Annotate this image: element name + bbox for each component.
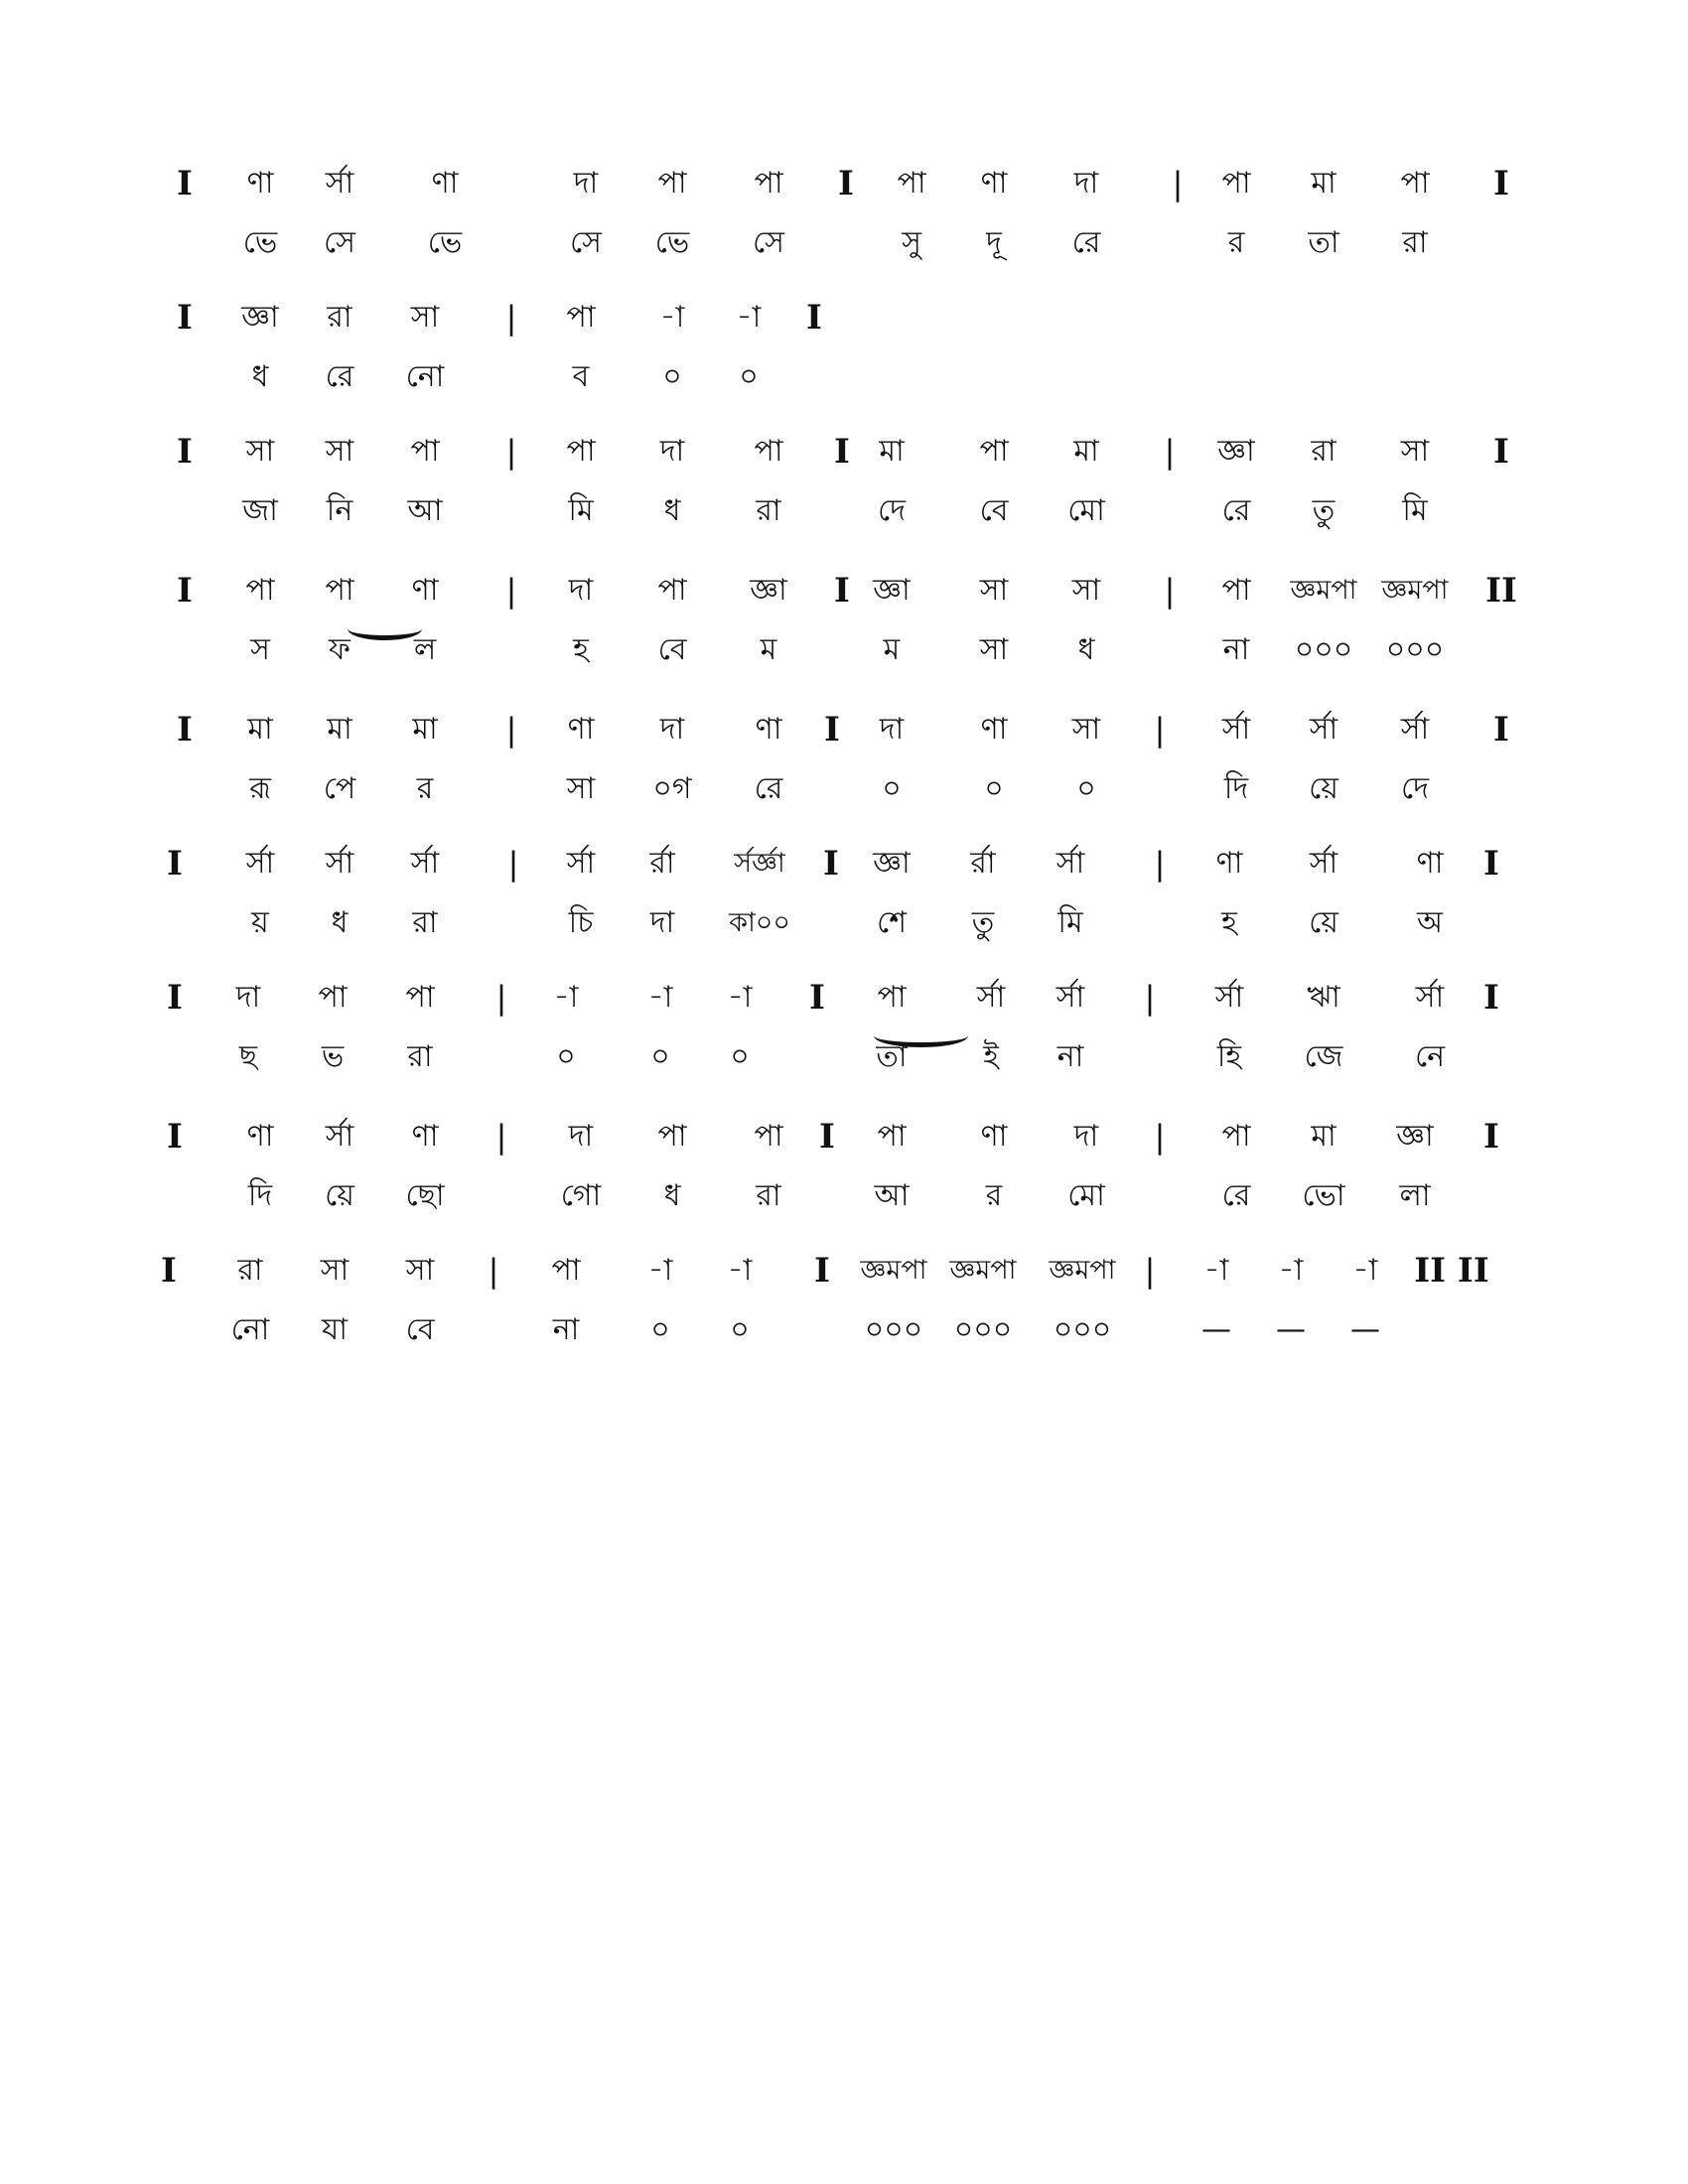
swara-note: -া (1352, 1253, 1378, 1288)
lyric-syllable: রে (754, 771, 783, 806)
lyric-syllable: দা (649, 905, 675, 940)
lyric-syllable: ০গ (652, 771, 692, 806)
lyric-syllable: নো (405, 359, 445, 394)
lyric-line (0, 1171, 1688, 1221)
swara-note: দা (573, 166, 599, 201)
lyric-syllable: ম (883, 632, 901, 667)
lyric-syllable: মি (1402, 493, 1428, 528)
lyric-syllable: শে (877, 905, 907, 940)
swara-note: মা (879, 434, 905, 469)
bar-line: | (1144, 1252, 1156, 1290)
swara-note: দা (659, 712, 685, 747)
swara-note: -া (553, 980, 579, 1015)
swara-note: জ্ঞা (873, 846, 911, 881)
swara-note: র্সা (1055, 846, 1085, 881)
notation-row (0, 159, 1688, 278)
swara-note: মা (412, 712, 438, 747)
section-bar: I (834, 571, 850, 611)
lyric-syllable: ০ (984, 771, 1004, 806)
lyric-syllable: জা (242, 493, 278, 528)
swara-note: ণা (567, 712, 595, 747)
swara-note: সা (405, 1253, 435, 1288)
swara-note: দা (879, 712, 905, 747)
lyric-syllable: রা (1402, 225, 1428, 260)
lyric-syllable: বে (405, 1312, 435, 1347)
lyric-line (0, 486, 1688, 536)
swara-note: জ্ঞমপা (1290, 575, 1357, 606)
lyric-syllable: ০০০ (1385, 632, 1445, 667)
notation-row (0, 293, 1688, 412)
section-bar: I (161, 1251, 177, 1291)
bar-line: | (1154, 1118, 1166, 1156)
lyric-syllable: ই (983, 1039, 999, 1074)
lyric-syllable: র (985, 1178, 1003, 1213)
swara-note: র্সা (1415, 980, 1445, 1015)
section-bar: I (1493, 164, 1509, 204)
swara-note: জ্ঞা (750, 573, 787, 608)
swara-note: জ্ঞমপা (1381, 575, 1449, 606)
swara-note: মা (327, 712, 352, 747)
lyric-syllable: কা০০ (729, 907, 790, 938)
lyric-syllable: ভে (654, 225, 690, 260)
lyric-syllable: — (1201, 1312, 1231, 1347)
section-bar: II (1485, 571, 1517, 611)
swara-line (0, 705, 1688, 754)
swara-note: -া (1203, 1253, 1229, 1288)
lyric-line (0, 1032, 1688, 1082)
lyric-syllable: না (1222, 632, 1250, 667)
section-bar: I (1483, 978, 1499, 1018)
lyric-syllable: আ (407, 493, 443, 528)
swara-note: ণা (755, 712, 782, 747)
section-bar: I (177, 571, 193, 611)
lyric-syllable: র (416, 771, 434, 806)
lyric-syllable: দে (1401, 771, 1429, 806)
lyric-syllable: ছ (238, 1039, 258, 1074)
lyric-syllable: ০ (650, 1312, 670, 1347)
lyric-syllable: লা (1399, 1178, 1431, 1213)
lyric-syllable: মো (1067, 493, 1105, 528)
bar-line: | (505, 433, 517, 471)
swara-note: র্সা (1400, 712, 1430, 747)
swara-note: পা (897, 166, 926, 201)
swara-note: দা (235, 980, 261, 1015)
lyric-syllable: তু (1312, 493, 1336, 528)
notation-row (0, 973, 1688, 1092)
bar-line: | (1172, 165, 1184, 203)
bar-line: | (1144, 979, 1156, 1017)
swara-note: পা (754, 1119, 783, 1154)
lyric-syllable: ০ (662, 359, 682, 394)
lyric-syllable: য় (251, 905, 269, 940)
notation-row (0, 427, 1688, 546)
section-bar: I (177, 432, 193, 472)
swara-note: ণা (411, 1119, 439, 1154)
swara-note: দা (1073, 1119, 1099, 1154)
lyric-syllable: — (1276, 1312, 1306, 1347)
swara-line (0, 427, 1688, 477)
swara-line (0, 973, 1688, 1023)
bar-line: | (495, 979, 507, 1017)
lyric-syllable: পে (323, 771, 356, 806)
section-bar: I (806, 298, 822, 338)
section-bar: I (167, 1117, 183, 1157)
lyric-line (0, 898, 1688, 948)
section-bar: I (177, 298, 193, 338)
swara-note: ণা (246, 166, 274, 201)
section-bar: I (1483, 1117, 1499, 1157)
lyric-syllable: ভে (427, 225, 463, 260)
swara-note: পা (754, 166, 783, 201)
lyric-syllable: নে (1414, 1039, 1446, 1074)
lyric-line (0, 1305, 1688, 1355)
swara-line (0, 1246, 1688, 1296)
lyric-syllable: ০ (650, 1039, 670, 1074)
lyric-syllable: নো (230, 1312, 270, 1347)
section-bar: I (1493, 432, 1509, 472)
swara-note: মা (1311, 1119, 1336, 1154)
notation-row (0, 705, 1688, 824)
lyric-syllable: সু (902, 225, 921, 260)
swara-note: র্সা (1221, 712, 1251, 747)
swara-note: জ্ঞা (241, 300, 279, 335)
swara-note: ণা (431, 166, 459, 201)
swara-note: -া (659, 300, 685, 335)
swara-note: দা (568, 1119, 594, 1154)
lyric-syllable: ছো (405, 1178, 445, 1213)
section-bar: I (819, 1117, 835, 1157)
swara-note: পা (566, 300, 596, 335)
swara-note: পা (877, 980, 907, 1015)
section-bar: I (167, 844, 183, 884)
lyric-syllable: রা (412, 905, 438, 940)
lyric-syllable: ০০০ (1294, 632, 1353, 667)
swara-note: সা (979, 573, 1009, 608)
lyric-syllable: নি (326, 493, 353, 528)
lyric-syllable: ধ (1077, 632, 1095, 667)
lyric-syllable: রে (1221, 493, 1251, 528)
swara-note: র্সা (325, 166, 354, 201)
swara-note: র্সা (1055, 980, 1085, 1015)
swara-note: পা (1221, 1119, 1251, 1154)
swara-note: র্সা (245, 846, 275, 881)
lyric-syllable: গো (560, 1178, 602, 1213)
lyric-syllable: সে (753, 225, 784, 260)
lyric-syllable: ধ (663, 493, 681, 528)
section-bar: II II (1414, 1251, 1489, 1291)
swara-note: র্সা (1309, 846, 1338, 881)
bar-line: | (1154, 711, 1166, 749)
lyric-syllable: ধ (331, 905, 349, 940)
swara-note: সা (1071, 573, 1101, 608)
section-bar: I (814, 1251, 830, 1291)
section-bar: I (838, 164, 854, 204)
lyric-syllable: ফ (329, 632, 351, 667)
swara-note: র্সা (566, 846, 596, 881)
swara-note: দা (568, 573, 594, 608)
swara-note: -া (727, 980, 753, 1015)
swara-note: পা (551, 1253, 581, 1288)
lyric-syllable: মো (1067, 1178, 1105, 1213)
lyric-syllable: ব (572, 359, 590, 394)
swara-note: ণা (980, 1119, 1008, 1154)
notation-row (0, 1246, 1688, 1365)
swara-line (0, 566, 1688, 615)
swara-note: সা (1400, 434, 1430, 469)
swara-note: -া (727, 1253, 753, 1288)
swara-note: ণা (411, 573, 439, 608)
swara-note: সা (325, 434, 354, 469)
lyric-syllable: তু (971, 905, 995, 940)
swara-note: রা (327, 300, 352, 335)
notation-row (0, 1112, 1688, 1231)
swara-note: সা (245, 434, 275, 469)
swara-note: -া (736, 300, 762, 335)
swara-note: জ্ঞা (873, 573, 911, 608)
swara-note: পা (410, 434, 440, 469)
swara-note: পা (1221, 573, 1251, 608)
swara-note: ণা (1416, 846, 1444, 881)
swara-note: মা (1073, 434, 1099, 469)
lyric-syllable: অ (1417, 905, 1443, 940)
swara-line (0, 1112, 1688, 1161)
swara-note: র্সর্জ্ঞা (734, 848, 785, 879)
bar-line: | (507, 845, 519, 883)
lyric-syllable: ভো (1302, 1178, 1345, 1213)
swara-note: সা (1071, 712, 1101, 747)
swara-note: র্সা (410, 846, 440, 881)
lyric-syllable: য়ে (1309, 905, 1338, 940)
lyric-syllable: ০ (882, 771, 902, 806)
lyric-syllable: চি (568, 905, 594, 940)
lyric-line (0, 218, 1688, 268)
swara-note: পা (657, 573, 687, 608)
swara-note: মা (1311, 166, 1336, 201)
swara-note: -া (1278, 1253, 1304, 1288)
bar-line: | (505, 299, 517, 337)
lyric-syllable: ০ (739, 359, 759, 394)
section-bar: I (177, 164, 193, 204)
swara-note: পা (979, 434, 1009, 469)
lyric-syllable: ০০০ (1053, 1312, 1112, 1347)
swara-note: পা (657, 1119, 687, 1154)
lyric-syllable: য়ে (325, 1178, 354, 1213)
lyric-syllable: ০ (730, 1039, 750, 1074)
lyric-syllable: ধ (251, 359, 269, 394)
swara-note: পা (1400, 166, 1430, 201)
lyric-syllable: সা (979, 632, 1009, 667)
section-bar: I (1493, 710, 1509, 750)
lyric-syllable: রে (325, 359, 354, 394)
lyric-syllable: সে (570, 225, 602, 260)
swara-note: র্সা (1214, 980, 1244, 1015)
swara-note: পা (657, 166, 687, 201)
section-bar: I (177, 710, 193, 750)
lyric-syllable: রা (407, 1039, 433, 1074)
swara-note: জ্ঞমপা (860, 1255, 927, 1286)
swara-line (0, 293, 1688, 342)
lyric-syllable: হি (1216, 1039, 1242, 1074)
swara-note: পা (1221, 166, 1251, 201)
swara-note: ণা (1215, 846, 1243, 881)
lyric-syllable: মি (568, 493, 594, 528)
swara-note: ঋা (1307, 980, 1340, 1015)
lyric-syllable: বে (657, 632, 687, 667)
swara-note: জ্ঞমপা (1049, 1255, 1116, 1286)
swara-note: সা (320, 1253, 350, 1288)
swara-note: দা (1073, 166, 1099, 201)
swara-note: ণা (980, 166, 1008, 201)
swara-note: পা (325, 573, 354, 608)
bar-line: | (505, 572, 517, 610)
swara-note: জ্ঞমপা (949, 1255, 1017, 1286)
lyric-syllable: ০০০ (864, 1312, 923, 1347)
swara-note: দা (659, 434, 685, 469)
lyric-syllable: ল (413, 632, 437, 667)
bar-line: | (495, 1118, 507, 1156)
swara-note: র্সা (976, 980, 1006, 1015)
lyric-syllable: দূ (986, 225, 1002, 260)
notation-row (0, 839, 1688, 958)
lyric-syllable: দি (1223, 771, 1249, 806)
swara-note: র্রা (970, 846, 996, 881)
lyric-syllable: সা (566, 771, 596, 806)
lyric-syllable: ভে (242, 225, 278, 260)
section-bar: I (823, 844, 839, 884)
section-bar: I (834, 432, 850, 472)
bar-line: | (1164, 433, 1176, 471)
section-bar: I (824, 710, 840, 750)
swara-note: র্রা (649, 846, 675, 881)
lyric-syllable: সে (324, 225, 355, 260)
swara-line (0, 839, 1688, 888)
swara-note: -া (647, 1253, 673, 1288)
swara-note: রা (237, 1253, 263, 1288)
swara-note: ণা (246, 1119, 274, 1154)
swara-note: জ্ঞা (1396, 1119, 1434, 1154)
lyric-syllable: — (1350, 1312, 1380, 1347)
lyric-syllable: রে (1071, 225, 1101, 260)
swara-note: পা (877, 1119, 907, 1154)
lyric-line (0, 764, 1688, 814)
swara-note: র্সা (325, 1119, 354, 1154)
swara-note: সা (410, 300, 440, 335)
lyric-syllable: হ (573, 632, 589, 667)
lyric-syllable: না (1056, 1039, 1084, 1074)
lyric-syllable: ভ (321, 1039, 345, 1074)
lyric-syllable: বে (979, 493, 1009, 528)
lyric-line (0, 352, 1688, 402)
lyric-syllable: র (1227, 225, 1245, 260)
lyric-syllable: মি (1057, 905, 1083, 940)
section-bar: I (167, 978, 183, 1018)
notation-row (0, 566, 1688, 685)
lyric-syllable: ধ (663, 1178, 681, 1213)
lyric-syllable: রা (756, 493, 781, 528)
swara-note: -া (647, 980, 673, 1015)
swara-note: পা (566, 434, 596, 469)
swara-line (0, 159, 1688, 208)
lyric-syllable: দে (878, 493, 906, 528)
lyric-syllable: রা (756, 1178, 781, 1213)
lyric-syllable: হ (1221, 905, 1237, 940)
bar-line: | (505, 711, 517, 749)
lyric-syllable: তা (1308, 225, 1339, 260)
lyric-syllable: য়ে (1309, 771, 1338, 806)
swara-note: ণা (980, 712, 1008, 747)
swara-note: পা (245, 573, 275, 608)
lyric-syllable: তা (876, 1039, 908, 1074)
swara-note: পা (405, 980, 435, 1015)
swara-note: জ্ঞা (1217, 434, 1255, 469)
lyric-syllable: স (250, 632, 270, 667)
swara-note: পা (754, 434, 783, 469)
lyric-syllable: রূ (249, 771, 271, 806)
section-bar: I (809, 978, 825, 1018)
section-bar: I (1483, 844, 1499, 884)
lyric-syllable: যা (322, 1312, 348, 1347)
lyric-syllable: ম (760, 632, 777, 667)
lyric-syllable: রে (1221, 1178, 1251, 1213)
bar-line: | (488, 1252, 499, 1290)
swara-note: র্সা (325, 846, 354, 881)
bar-line: | (1164, 572, 1176, 610)
swara-note: মা (247, 712, 273, 747)
lyric-syllable: ০০০ (953, 1312, 1013, 1347)
swara-note: পা (318, 980, 348, 1015)
lyric-syllable: ০ (730, 1312, 750, 1347)
lyric-syllable: আ (874, 1178, 910, 1213)
lyric-syllable: ০ (556, 1039, 576, 1074)
lyric-line (0, 625, 1688, 675)
swara-note: রা (1311, 434, 1336, 469)
lyric-syllable: না (552, 1312, 580, 1347)
lyric-syllable: দি (247, 1178, 273, 1213)
lyric-syllable: ০ (1076, 771, 1096, 806)
swara-note: র্সা (1309, 712, 1338, 747)
lyric-syllable: জে (1304, 1039, 1343, 1074)
bar-line: | (1154, 845, 1166, 883)
